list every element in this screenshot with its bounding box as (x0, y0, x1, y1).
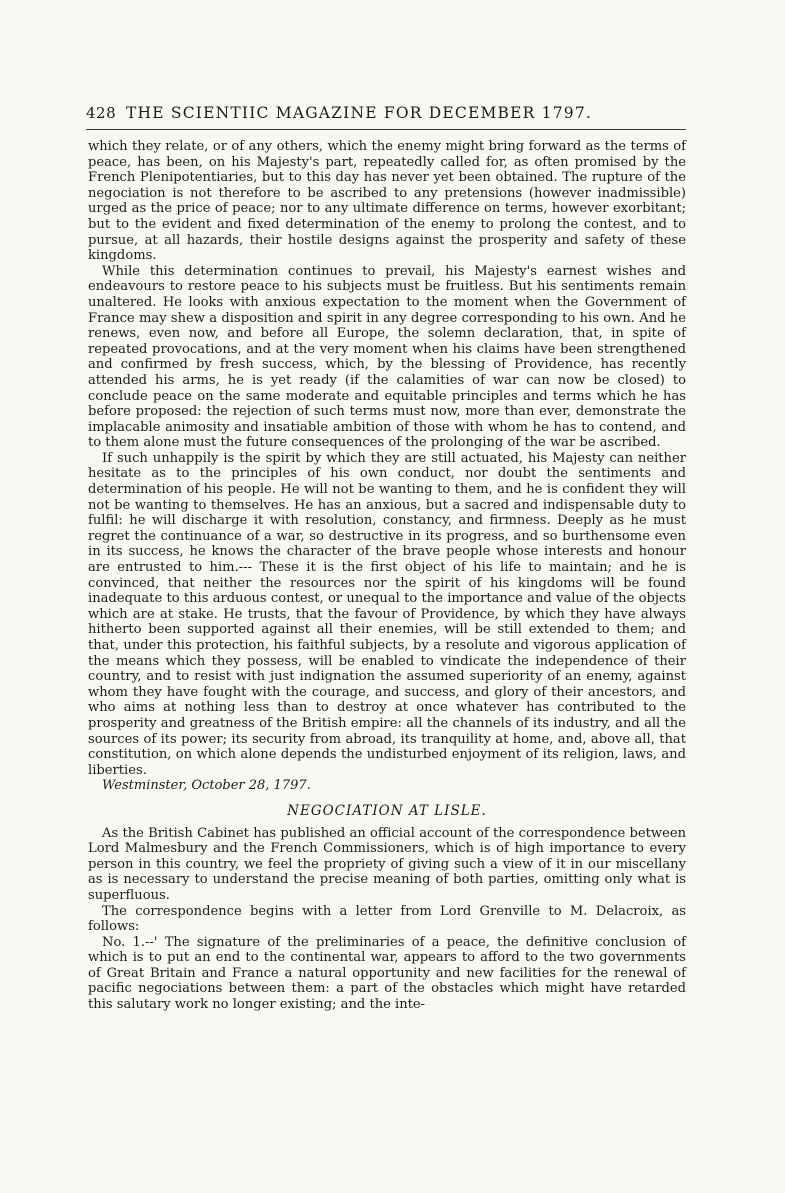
section-heading: NEGOCIATION AT LISLE. (287, 802, 487, 819)
paragraph: No. 1.--' The signature of the preliminaries of a peace, the definitive conclusion of which is to put an end to the continental war, appears to afford to the two governments of Great Britain and France a natural opportunity and new facilities for the renewal of pacific negociations between them: a part of the obstacles which might have retarded this salutary work no longer existing; and the inte- (88, 934, 686, 1013)
paragraph: The correspondence begins with a letter from Lord Grenville to M. Delacroix, as follows: (88, 903, 686, 935)
page-header (86, 104, 686, 130)
page-number: 428 (86, 104, 117, 122)
running-title: THE SCIENTIIC MAGAZINE FOR DECEMBER 1797. (126, 104, 593, 122)
paragraph-continuation: which they relate, or of any others, which the enemy might bring forward as the terms of peace, has been, on his Majesty's part, repeatedly called for, as often promised by the French Plenipotentiaries, but to this day has never yet been obtained. The rupture of the negociation is not therefore to be ascribed to any pretensions (however inadmissible) urged as the price of peace; nor to any ultimate difference on terms, however exorbitant; but to the evident and fixed determination of the enemy to prolong the contest, and to pursue, at all hazards, their hostile designs against the prosperity and safety of these kingdoms. (88, 139, 686, 264)
dateline: Westminster, October 28, 1797. (102, 778, 311, 794)
paragraph: If such unhappily is the spirit by which they are still actuated, his Majesty can neither hesitate as to the principles of his own conduct, nor doubt the sentiments and determination of his people. He will not be wanting to them, and he is confident they will not be wanting to themselves. He has an anxious, but a sacred and indispensable duty to fulfil: he will discharge it with resolution, constancy, and firmness. Deeply as he must regret the continuance of a war, so destructive in its progress, and so burthensome even in its success, he knows the character of the brave people whose interests and honour are entrusted to him.--- These it is the first object of his life to maintain; and he is convinced, that neither the resources nor the spirit of his kingdoms will be found inadequate to this arduous contest, or unequal to the importance and value of the objects which are at stake. He trusts, that the favour of Providence, by which they have always hitherto been supported against all their enemies, will be still extended to them; and that, under this protection, his faithful subjects, by a resolute and vigorous application of the means which they possess, will be enabled to vindicate the independence of their country, and to resist with just indignation the assumed superiority of an enemy, against whom they have fought with the courage, and success, and glory of their ancestors, and who aims at nothing less than to destroy at once whatever has contributed to the prosperity and greatness of the British empire: all the channels of its industry, and all the sources of its power; its security from abroad, its tranquility at home, and, above all, that constitution, on which alone depends the undisturbed enjoyment of its religion, laws, and liberties. (88, 450, 686, 778)
paragraph: As the British Cabinet has published an official account of the correspondence between Lord Malmesbury and the French Commissioners, which is of high importance to every person in this country, we feel the propriety of giving such a view of it in our miscellany as is necessary to understand the precise meaning of both parties, omitting only what is superfluous. (88, 825, 686, 903)
article-body (88, 139, 686, 1013)
header-rule (86, 129, 686, 130)
paragraph: While this determination continues to prevail, his Majesty's earnest wishes and endeavours to restore peace to his subjects must be fruitless. But his sentiments remain unaltered. He looks with anxious expectation to the moment when the Government of France may shew a disposition and spirit in any degree corresponding to his own. And he renews, even now, and before all Europe, the solemn declaration, that, in spite of repeated provocations, and at the very moment when his claims have been strengthened and confirmed by fresh success, which, by the blessing of Providence, has recently attended his arms, he is yet ready (if the calamities of war can now be closed) to conclude peace on the same moderate and equitable principles and terms which he has before proposed: the rejection of such terms must now, more than ever, demonstrate the implacable animosity and insatiable ambition of those with whom he has to contend, and to them alone must the future consequences of the prolonging of the war be ascribed. (88, 263, 686, 451)
